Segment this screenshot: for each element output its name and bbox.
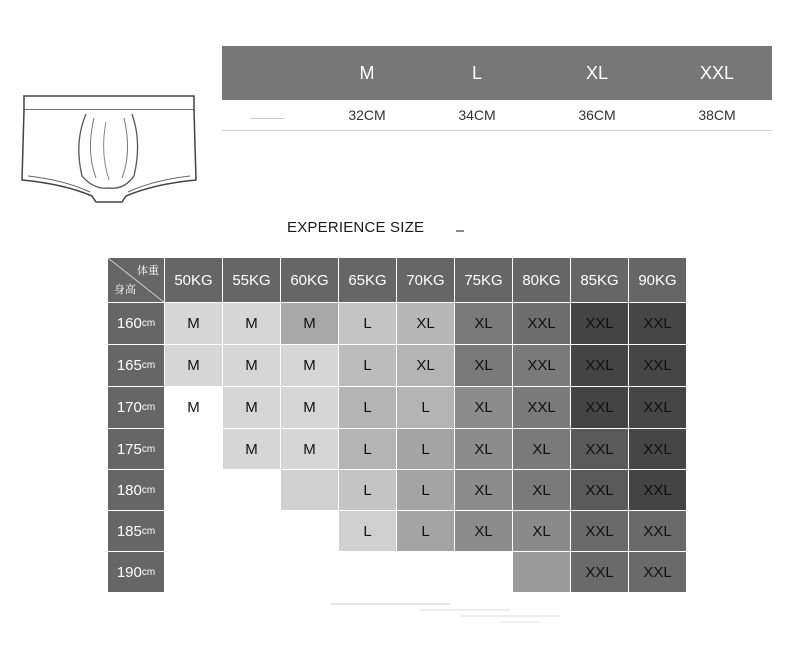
size-cell: XXL	[629, 552, 687, 593]
size-cell: XL	[455, 511, 513, 552]
weight-header: 80KG	[513, 258, 571, 303]
size-cell	[281, 552, 339, 593]
waist-row-label	[222, 112, 312, 119]
waist-value-l: 34CM	[458, 107, 496, 123]
size-cell	[223, 511, 281, 552]
size-cell: L	[339, 511, 397, 552]
waist-size-table	[222, 46, 772, 131]
size-cell: M	[223, 429, 281, 470]
size-cell: XXL	[571, 303, 629, 345]
size-cell: L	[397, 511, 455, 552]
size-cell: XL	[455, 303, 513, 345]
size-cell: XXL	[571, 470, 629, 511]
weight-header: 75KG	[455, 258, 513, 303]
size-cell: XXL	[629, 345, 687, 387]
size-cell	[513, 552, 571, 593]
size-cell	[165, 470, 223, 511]
height-header: 170 cm	[108, 387, 165, 429]
size-cell: M	[165, 303, 223, 345]
size-cell	[223, 552, 281, 593]
size-cell: XL	[397, 345, 455, 387]
size-cell: XXL	[571, 511, 629, 552]
size-cell	[165, 429, 223, 470]
corner-weight-label: 体重	[137, 265, 159, 277]
weight-header: 65KG	[339, 258, 397, 303]
corner-header	[108, 258, 165, 303]
waist-size-xl: XL	[585, 62, 609, 83]
waist-value-row	[222, 100, 772, 131]
title-dash-decoration	[456, 230, 464, 232]
height-header: 185 cm	[108, 511, 165, 552]
height-header: 160 cm	[108, 303, 165, 345]
waist-size-header	[222, 46, 772, 100]
size-cell: M	[165, 345, 223, 387]
size-cell: XL	[513, 470, 571, 511]
size-cell	[397, 552, 455, 593]
size-cell: L	[397, 429, 455, 470]
size-cell: M	[223, 303, 281, 345]
waist-size-xxl: XXL	[699, 62, 735, 83]
size-cell	[455, 552, 513, 593]
size-cell: XXL	[629, 511, 687, 552]
size-cell: L	[339, 387, 397, 429]
size-cell: XXL	[571, 552, 629, 593]
size-cell: XL	[513, 511, 571, 552]
weight-header: 90KG	[629, 258, 687, 303]
waist-size-m: M	[359, 62, 375, 83]
size-cell: XL	[455, 345, 513, 387]
size-cell: XL	[455, 387, 513, 429]
height-header: 175 cm	[108, 429, 165, 470]
waist-value-xxl: 38CM	[698, 107, 736, 123]
size-cell: XXL	[629, 429, 687, 470]
size-cell: XL	[455, 470, 513, 511]
size-cell: M	[281, 429, 339, 470]
weight-header: 85KG	[571, 258, 629, 303]
underwear-illustration	[14, 92, 204, 214]
size-cell: XL	[513, 429, 571, 470]
size-cell: XXL	[571, 345, 629, 387]
size-cell	[223, 470, 281, 511]
size-cell: XL	[397, 303, 455, 345]
size-cell: XXL	[513, 387, 571, 429]
size-cell: L	[339, 429, 397, 470]
weight-header: 70KG	[397, 258, 455, 303]
size-cell: XXL	[513, 345, 571, 387]
waist-value-xl: 36CM	[578, 107, 616, 123]
height-header: 165 cm	[108, 345, 165, 387]
size-cell: M	[223, 387, 281, 429]
size-cell	[281, 511, 339, 552]
size-cell: M	[223, 345, 281, 387]
bottom-line-decoration	[300, 598, 600, 628]
waist-size-l: L	[471, 62, 482, 83]
size-cell	[339, 552, 397, 593]
size-cell: M	[281, 387, 339, 429]
size-cell: M	[281, 345, 339, 387]
height-header: 190 cm	[108, 552, 165, 593]
size-cell: L	[339, 470, 397, 511]
size-cell: L	[397, 387, 455, 429]
size-cell: XXL	[513, 303, 571, 345]
waist-value-m: 32CM	[348, 107, 386, 123]
height-header: 180 cm	[108, 470, 165, 511]
size-cell: XXL	[629, 470, 687, 511]
size-cell: L	[339, 303, 397, 345]
size-cell	[281, 470, 339, 511]
experience-size-title: EXPERIENCE SIZE	[287, 219, 425, 236]
weight-header: 60KG	[281, 258, 339, 303]
size-cell: L	[339, 345, 397, 387]
size-cell: XXL	[629, 387, 687, 429]
size-cell: XL	[455, 429, 513, 470]
experience-size-grid	[108, 258, 687, 593]
size-cell: M	[165, 387, 223, 429]
size-cell: XXL	[571, 429, 629, 470]
size-cell: XXL	[629, 303, 687, 345]
corner-height-label: 身高	[114, 284, 136, 296]
size-cell	[165, 511, 223, 552]
size-cell: L	[397, 470, 455, 511]
size-cell: M	[281, 303, 339, 345]
weight-header: 55KG	[223, 258, 281, 303]
size-cell	[165, 552, 223, 593]
size-cell: XXL	[571, 387, 629, 429]
weight-header: 50KG	[165, 258, 223, 303]
